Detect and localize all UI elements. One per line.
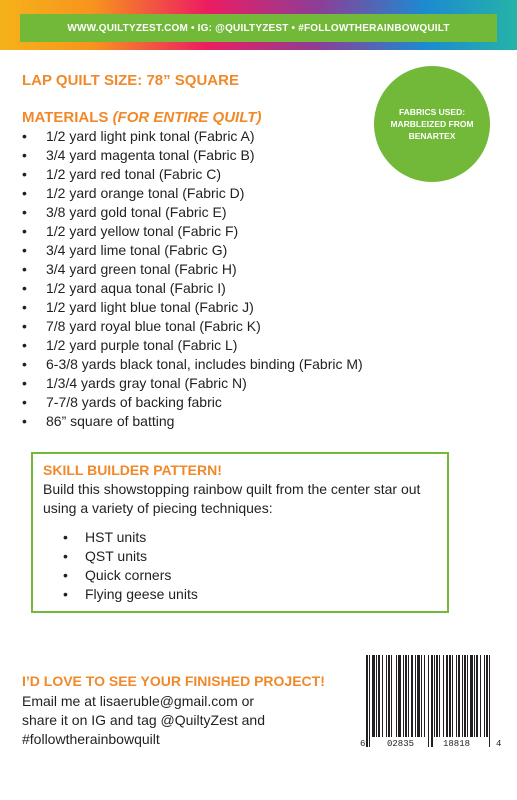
list-item: • 1/2 yard purple tonal (Fabric L) (22, 336, 363, 355)
barcode-bars (366, 655, 494, 747)
barcode-bar (443, 655, 444, 737)
barcode-bar (366, 655, 368, 747)
barcode-bar (396, 655, 397, 737)
barcode-bar (382, 655, 383, 737)
barcode-bar (417, 655, 420, 737)
barcode-bar (398, 655, 401, 737)
barcode-bar (372, 655, 375, 737)
rainbow-banner (0, 0, 517, 50)
list-item: • 3/4 yard green tonal (Fabric H) (22, 260, 363, 279)
barcode-bar (486, 655, 488, 737)
contact-title: I’D LOVE TO SEE YOUR FINISHED PROJECT! (22, 673, 325, 689)
list-item: • 6-3/8 yards black tonal, includes binding (Fabric M) (22, 355, 363, 374)
materials-heading (22, 109, 261, 126)
barcode-bar (376, 655, 377, 737)
list-item: • 1/2 yard light blue tonal (Fabric J) (22, 298, 363, 317)
barcode-bar (446, 655, 448, 737)
barcode-bar (428, 655, 429, 747)
contact-section (22, 673, 325, 749)
barcode-bar (470, 655, 473, 737)
list-item: • 1/3/4 yards gray tonal (Fabric N) (22, 374, 363, 393)
badge-line-2: MARBLEIZED FROM (390, 119, 474, 129)
skill-builder-title: SKILL BUILDER PATTERN! (43, 462, 222, 478)
list-item: • 86” square of batting (22, 412, 363, 431)
barcode-right-group: 18818 (443, 739, 471, 749)
barcode-bar (474, 655, 475, 737)
barcode-bar (436, 655, 438, 737)
list-item: • Flying geese units (43, 585, 437, 604)
barcode-bar (476, 655, 478, 737)
barcode-bar (391, 655, 392, 737)
barcode-bar (434, 655, 435, 737)
barcode-left-group: 02835 (387, 739, 415, 749)
barcode-bar (378, 655, 380, 737)
materials-title: MATERIALS (22, 109, 109, 126)
barcode-bar (484, 655, 485, 737)
list-item: • 1/2 yard aqua tonal (Fabric I) (22, 279, 363, 298)
barcode-bar (369, 655, 370, 747)
barcode-bar (439, 655, 440, 737)
barcode-bar (452, 655, 453, 737)
list-item: • 3/4 yard magenta tonal (Fabric B) (22, 146, 363, 165)
list-item: • 7-7/8 yards of backing fabric (22, 393, 363, 412)
list-item: • HST units (43, 528, 437, 547)
list-item: • 1/2 yard orange tonal (Fabric D) (22, 184, 363, 203)
banner-text: WWW.QUILTYZEST.COM • IG: @QUILTYZEST • #FOLLOWTHERAINBOWQUILT (20, 14, 497, 42)
materials-qualifier: (FOR ENTIRE QUILT) (112, 109, 262, 126)
barcode-bar (411, 655, 413, 737)
fabrics-used-badge (374, 66, 490, 182)
list-item: • 7/8 yard royal blue tonal (Fabric K) (22, 317, 363, 336)
barcode-bar (388, 655, 390, 737)
contact-line-3: #followtherainbowquilt (22, 731, 160, 747)
barcode-bar (403, 655, 404, 737)
barcode-bar (431, 655, 433, 747)
contact-line-2: share it on IG and tag @QuiltyZest and (22, 712, 266, 728)
list-item: • 1/2 yard yellow tonal (Fabric F) (22, 222, 363, 241)
list-item: • 1/2 yard red tonal (Fabric C) (22, 165, 363, 184)
barcode-bar (489, 655, 490, 747)
quilt-size-heading: LAP QUILT SIZE: 78” SQUARE (22, 72, 239, 89)
badge-line-3: BENARTEX (408, 131, 456, 141)
list-item: • 1/2 yard light pink tonal (Fabric A) (22, 127, 363, 146)
barcode-bar (408, 655, 409, 737)
barcode-bar (480, 655, 481, 737)
barcode-bar (462, 655, 463, 737)
materials-list (22, 127, 363, 431)
barcode-check-digit: 4 (496, 739, 502, 749)
barcode-bar (456, 655, 457, 737)
list-item: • 3/8 yard gold tonal (Fabric E) (22, 203, 363, 222)
barcode-bar (449, 655, 451, 737)
list-item: • 3/4 yard lime tonal (Fabric G) (22, 241, 363, 260)
badge-line-1: FABRICS USED: (398, 107, 466, 117)
skill-builder-description: Build this showstopping rainbow quilt from the center star out using a variety of piecing techniques: (43, 481, 421, 516)
list-item: • QST units (43, 547, 437, 566)
contact-body (22, 692, 325, 749)
contact-line-1: Email me at lisaeruble@gmail.com or (22, 693, 255, 709)
barcode-bar (386, 655, 387, 737)
barcode-bar (415, 655, 416, 737)
barcode-bar (405, 655, 407, 737)
barcode-bar (467, 655, 468, 737)
barcode-bar (424, 655, 425, 737)
barcode-first-digit: 6 (360, 739, 366, 749)
barcode-bar (458, 655, 460, 737)
skill-list (43, 528, 437, 604)
barcode-bar (421, 655, 422, 737)
barcode (360, 655, 503, 762)
skill-builder-box (31, 452, 449, 613)
barcode-bar (464, 655, 466, 737)
list-item: • Quick corners (43, 566, 437, 585)
